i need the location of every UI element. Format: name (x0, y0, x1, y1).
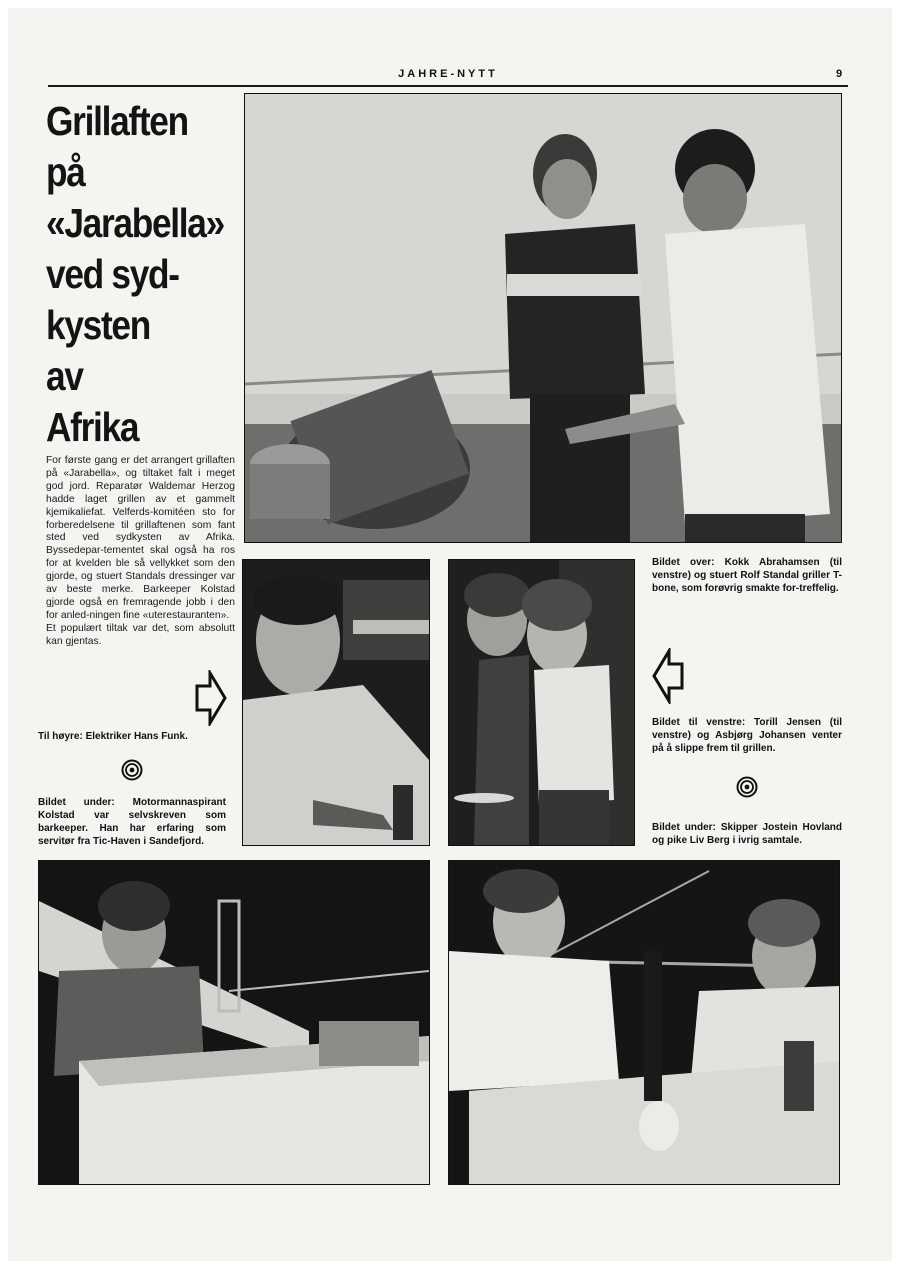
caption-hans-funk: Til høyre: Elektriker Hans Funk. (38, 731, 188, 742)
caption-skipper: Bildet under: Skipper Jostein Hovland og pike Liv Berg i ivrig samtale. (652, 822, 842, 846)
caption-grilling: Bildet over: Kokk Abrahamsen (til venstre) og stuert Rolf Standal griller T-bone, som forøvrig smakte for-treffelig. (652, 557, 842, 594)
photo-barkeeper (38, 860, 430, 1185)
publication-title: JAHRE-NYTT (398, 68, 498, 80)
page (8, 8, 892, 1261)
target-icon (121, 759, 143, 781)
caption-barkeeper: Bildet under: Motormannaspirant Kolstad var selvskreven som barkeeper. Han har erfaring som servitør fra Tic-Haven i Sandefjord. (38, 797, 226, 847)
photo-grilling (244, 93, 842, 543)
article-body: For første gang er det arrangert grillaften på «Jarabella», og tiltaket falt i meget god jord. Reparatør Waldemar Herzog hadde laget grillen av et gammelt kjemikaliefat. Velferds-komitéen sto for forberedelsene til grillaftenen som fant sted ved sydkysten av Afrika. Byssedepar-tementet skal også ha ros for at kvelden ble så vellykket som den gjorde, og stuert Standals dressinger var av beste merke. Barkeeper Kolstad gjorde også en fremragende jobb i den for anled-ningen fine «uterestauranten». Et populært tiltak var det, som absolutt kan gjentas. (46, 455, 235, 647)
right-arrow-icon (194, 670, 228, 726)
photo-skipper (448, 860, 840, 1185)
article-headline: Grillaften på «Jarabella» ved syd- kysten av Afrika (46, 98, 224, 450)
caption-two-women: Bildet til venstre: Torill Jensen (til venstre) og Asbjørg Johansen venter på å slippe frem til grillen. (652, 717, 842, 754)
header-rule (48, 85, 848, 87)
page-number: 9 (836, 68, 843, 80)
left-arrow-icon (651, 648, 685, 704)
photo-two-women (448, 559, 635, 846)
photo-hans-funk (242, 559, 430, 846)
target-icon (736, 776, 758, 798)
